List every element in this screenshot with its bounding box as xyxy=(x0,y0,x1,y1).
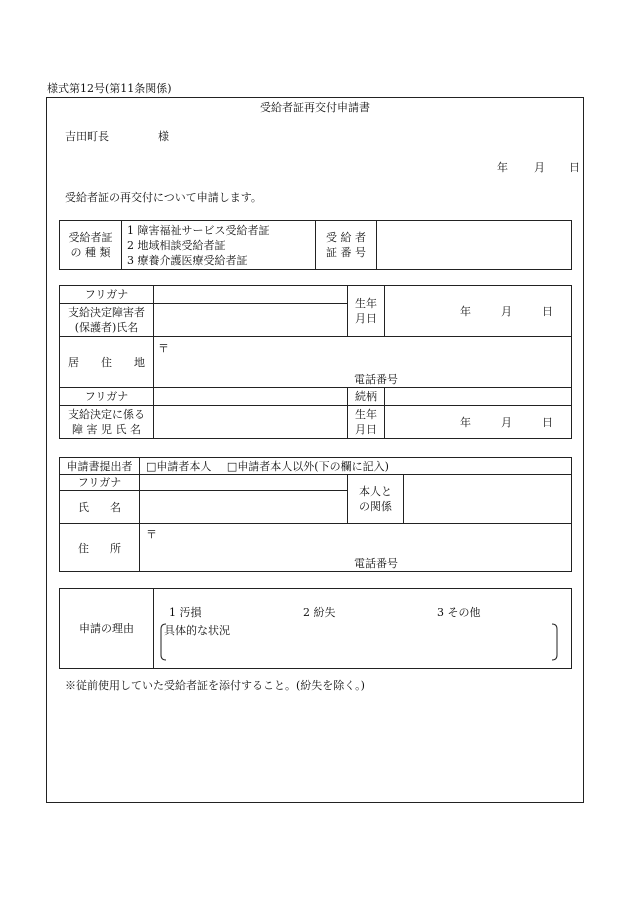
submitter-address-label: 住 所 xyxy=(60,524,140,572)
birth-day-label: 日 xyxy=(542,305,553,318)
relation-label: 続柄 xyxy=(348,388,385,406)
birth2-label-line2: 月日 xyxy=(355,423,377,436)
residence-postal-mark: 〒 xyxy=(158,342,169,355)
child-name-label xyxy=(60,406,154,439)
submitter-name-label: 氏 名 xyxy=(60,491,140,524)
date-year: 年 xyxy=(497,161,508,174)
type-label-cell xyxy=(60,221,122,270)
date-month: 月 xyxy=(534,161,545,174)
birth-label-line2: 月日 xyxy=(355,312,377,325)
reason-field xyxy=(154,589,572,669)
child-name-label-line1: 支給決定に係る xyxy=(68,408,145,421)
birth-date-field[interactable] xyxy=(385,286,572,337)
date-day: 日 xyxy=(569,161,580,174)
checkbox-self[interactable] xyxy=(146,460,156,473)
reason-option-2[interactable]: 2 紛失 xyxy=(303,606,336,619)
detail-bracket[interactable] xyxy=(160,622,558,662)
form-title: 受給者証再交付申請書 xyxy=(260,101,370,114)
birth2-day-label: 日 xyxy=(542,416,553,429)
furigana-label: フリガナ xyxy=(60,286,154,304)
submitter-address-field[interactable] xyxy=(140,524,572,572)
birth2-label xyxy=(348,406,385,439)
cert-number-label-cell xyxy=(316,221,377,270)
furigana2-label: フリガナ xyxy=(60,388,154,406)
applicant-name-label-line1: 支給決定障害者 xyxy=(68,306,145,319)
submitter-options xyxy=(140,458,572,475)
reason-label: 申請の理由 xyxy=(60,589,154,669)
birth2-date-field[interactable] xyxy=(385,406,572,439)
submitter-label: 申請書提出者 xyxy=(60,458,140,475)
child-name-field[interactable] xyxy=(154,406,348,439)
attachment-note: ※従前使用していた受給者証を添付すること。(紛失を除く。) xyxy=(65,679,365,692)
relation-field[interactable] xyxy=(385,388,572,406)
submitter-table xyxy=(59,457,572,572)
type-label-line2: の 種 類 xyxy=(70,246,111,259)
furigana-field[interactable] xyxy=(154,286,348,304)
cert-number-field[interactable] xyxy=(377,221,572,270)
submitter-relation-field[interactable] xyxy=(404,475,572,524)
submitter-furigana-label: フリガナ xyxy=(60,475,140,491)
furigana2-field[interactable] xyxy=(154,388,348,406)
birth2-month-label: 月 xyxy=(501,416,512,429)
submitter-relation-label xyxy=(348,475,404,524)
type-option-1[interactable]: 1 障害福祉サービス受給者証 xyxy=(127,223,270,237)
type-label-line1: 受給者証 xyxy=(68,231,113,244)
type-option-2[interactable]: 2 地域相談受給者証 xyxy=(127,238,226,252)
reason-table xyxy=(59,588,572,669)
birth-year-label: 年 xyxy=(460,305,471,318)
addressee-honorific: 様 xyxy=(158,130,169,143)
birth-label xyxy=(348,286,385,337)
submitter-furigana-field[interactable] xyxy=(140,475,348,491)
cert-number-label-line2: 証 番 号 xyxy=(326,246,366,259)
submitter-postal-mark: 〒 xyxy=(146,528,157,541)
option-other-label: 申請者本人以外(下の欄に記入) xyxy=(237,460,389,473)
submitter-phone-label: 電話番号 xyxy=(354,557,398,570)
birth2-year-label: 年 xyxy=(460,416,471,429)
residence-phone-label: 電話番号 xyxy=(354,373,398,386)
residence-label: 居 住 地 xyxy=(60,337,154,388)
intro-text: 受給者証の再交付について申請します。 xyxy=(65,191,262,204)
type-table xyxy=(59,220,572,270)
addressee-name: 吉田町長 xyxy=(65,130,109,143)
form-number: 様式第12号(第11条関係) xyxy=(47,82,172,95)
type-options-cell xyxy=(122,221,316,270)
reason-option-3[interactable]: 3 その他 xyxy=(437,606,481,619)
submitter-relation-line2: の関係 xyxy=(359,500,392,513)
applicant-name-label xyxy=(60,304,154,337)
applicant-name-field[interactable] xyxy=(154,304,348,337)
applicant-table xyxy=(59,285,572,439)
child-name-label-line2: 障 害 児 氏 名 xyxy=(72,423,141,436)
birth-label-line1: 生年 xyxy=(355,297,377,310)
option-self-label: 申請者本人 xyxy=(156,460,212,473)
cert-number-label-line1: 受 給 者 xyxy=(326,231,366,244)
type-option-3[interactable]: 3 療養介護医療受給者証 xyxy=(127,253,248,267)
checkbox-other[interactable] xyxy=(227,460,237,473)
submitter-name-field[interactable] xyxy=(140,491,348,524)
birth-month-label: 月 xyxy=(501,305,512,318)
submitter-relation-line1: 本人と xyxy=(359,485,392,498)
residence-field[interactable] xyxy=(154,337,572,388)
reason-option-1[interactable]: 1 汚損 xyxy=(169,606,202,619)
applicant-name-label-line2: (保護者)氏名 xyxy=(74,321,139,334)
birth2-label-line1: 生年 xyxy=(355,408,377,421)
detail-label: 具体的な状況 xyxy=(164,624,230,637)
